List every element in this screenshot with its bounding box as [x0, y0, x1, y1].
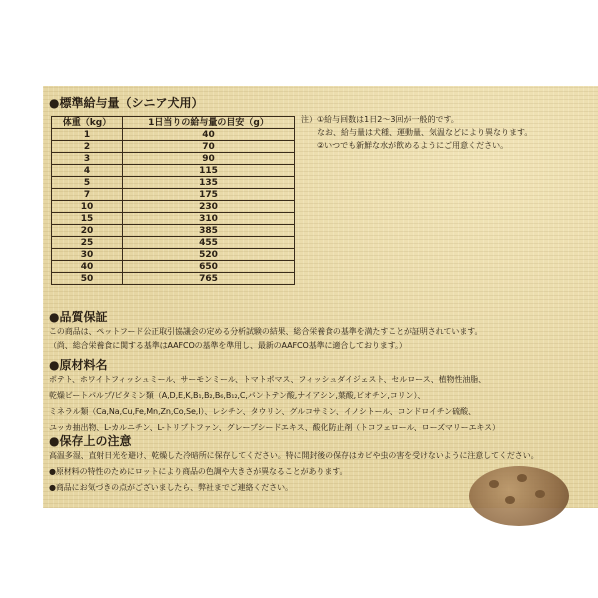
weight-cell: 10	[52, 201, 123, 213]
weight-header: 体重（kg）	[52, 117, 123, 129]
amount-cell: 115	[123, 165, 295, 177]
storage-line-3: ●商品にお気づきの点がございましたら、弊社までご連絡ください。	[49, 483, 293, 492]
weight-cell: 50	[52, 273, 123, 285]
weight-cell: 25	[52, 237, 123, 249]
notes-line-3: ②いつでも新鮮な水が飲めるようにご用意ください。	[301, 141, 509, 150]
table-row	[52, 237, 295, 249]
amount-cell: 520	[123, 249, 295, 261]
table-row	[52, 189, 295, 201]
amount-cell: 650	[123, 261, 295, 273]
label-panel	[43, 86, 598, 508]
amount-cell: 70	[123, 141, 295, 153]
weight-cell: 5	[52, 177, 123, 189]
table-row	[52, 213, 295, 225]
amount-cell: 135	[123, 177, 295, 189]
feeding-title: ●標準給与量（シニア犬用）	[49, 96, 204, 110]
amount-cell: 230	[123, 201, 295, 213]
amount-cell: 765	[123, 273, 295, 285]
amount-cell: 90	[123, 153, 295, 165]
table-row	[52, 273, 295, 285]
notes-line-2: なお、給与量は犬種、運動量、気温などにより異なります。	[301, 128, 533, 137]
weight-cell: 4	[52, 165, 123, 177]
feeding-table	[51, 116, 295, 285]
ingredients-line-1: ポテト、ホワイトフィッシュミール、サーモンミール、トマトポマス、フィッシュダイジェスト、セルロース、植物性油脂、	[49, 375, 487, 384]
quality-line-2: （尚、総合栄養食に関する基準はAAFCOの基準を準用し、最新のAAFCO基準に適合しております。）	[49, 341, 407, 350]
storage-line-2: ●原材料の特性のためにロットにより商品の色調や大きさが異なることがあります。	[49, 467, 348, 476]
amount-cell: 455	[123, 237, 295, 249]
weight-cell: 40	[52, 261, 123, 273]
quality-line-1: この商品は、ペットフード公正取引協議会の定める分析試験の結果、総合栄養食の基準を満たすことが証明されています。	[49, 327, 483, 336]
storage-line-1: 高温多湿、直射日光を避け、乾燥した冷暗所に保存してください。特に開封後の保存はカビや虫の害を受けないように注意してください。	[49, 451, 539, 460]
ingredients-line-2: 乾燥ビートパルプ/ビタミン類（A,D,E,K,B₁,B₂,B₆,B₁₂,C,パントテン酸,ナイアシン,葉酸,ビオチン,コリン）、	[49, 391, 426, 400]
ingredients-title: ●原材料名	[49, 358, 108, 372]
weight-cell: 30	[52, 249, 123, 261]
amount-cell: 175	[123, 189, 295, 201]
table-row	[52, 165, 295, 177]
weight-cell: 2	[52, 141, 123, 153]
amount-cell: 385	[123, 225, 295, 237]
weight-cell: 7	[52, 189, 123, 201]
amount-header: 1日当りの給与量の目安（g）	[123, 117, 295, 129]
table-row	[52, 225, 295, 237]
notes-line-1: 注）①給与回数は1日2～3回が一般的です。	[301, 115, 459, 124]
weight-cell: 15	[52, 213, 123, 225]
table-row	[52, 249, 295, 261]
table-row	[52, 177, 295, 189]
table-row	[52, 153, 295, 165]
weight-cell: 20	[52, 225, 123, 237]
weight-cell: 1	[52, 129, 123, 141]
ingredients-line-3: ミネラル類（Ca,Na,Cu,Fe,Mn,Zn,Co,Se,I）、レシチン、タウリン、グルコサミン、イノシトール、コンドロイチン硫酸、	[49, 407, 476, 416]
table-header-row	[52, 117, 295, 129]
feeding-rows	[52, 129, 295, 285]
table-row	[52, 129, 295, 141]
amount-cell: 40	[123, 129, 295, 141]
table-row	[52, 201, 295, 213]
table-row	[52, 261, 295, 273]
kibble-image	[469, 466, 569, 526]
storage-title: ●保存上の注意	[49, 434, 132, 448]
amount-cell: 310	[123, 213, 295, 225]
quality-title: ●品質保証	[49, 310, 108, 324]
weight-cell: 3	[52, 153, 123, 165]
ingredients-line-4: ユッカ抽出物、L-カルニチン、L-トリプトファン、グレープシードエキス、酸化防止剤（トコフェロール、ローズマリーエキス）	[49, 423, 500, 432]
table-row	[52, 141, 295, 153]
